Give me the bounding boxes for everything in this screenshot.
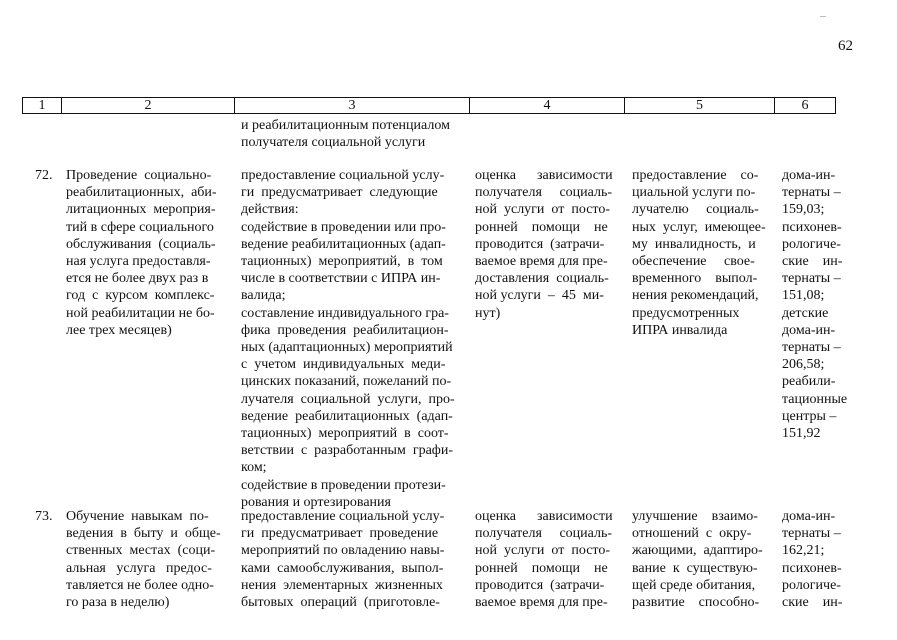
column-header-3: 3	[235, 98, 470, 113]
page-number: 62	[838, 38, 853, 54]
column-header-6: 6	[801, 98, 809, 113]
column-header-4: 4	[470, 98, 625, 113]
service-description: предоставление социальной услу- ги предусматривает следующие действия: содействие в проведении или про- ведение реабилитационных (адап- тационных) мероприятий, в том числе в соответствии с ИПРА ин- валида; составление индивидуального гра- фика проведения реабилитацион- ных (адаптационных) мероприятий с учетом индивидуальных меди- цинских показаний, пожеланий по- лучателя социальной услуги, про- ведение реабилитационных (адап- тационных) мероприятий в соот- ветствии с разработанным графи- ком; содействие в проведении протези- рования и ортезирования	[241, 168, 455, 510]
service-result: улучшение взаимо- отношений с окру- жающими, адаптиро- вание к существую- щей среде обитания, развитие способно-	[632, 509, 763, 611]
service-tariffs: дома-ин- тернаты – 159,03; психонев- рологиче- ские ин- тернаты – 151,08; детские дома-ин- тернаты – 206,58; реабили- тационные центры – 151,92	[782, 168, 848, 442]
service-name: Обучение навыкам по- ведения в быту и обще- ственных местах (соци- альная услуга предос- тавляется не более одно- го раза в неделю)	[66, 509, 221, 611]
service-evaluation: оценка зависимости получателя социаль- ной услуги от посто- ронней помощи не проводится (затрачи- ваемое время для пре-	[475, 509, 613, 611]
service-evaluation: оценка зависимости получателя социаль- ной услуги от посто- ронней помощи не проводится (затрачи- ваемое время для пре- доставления социаль- ной услуги – 45 ми- нут)	[475, 168, 613, 321]
row-number: 72.	[35, 168, 53, 183]
column-header-1: 1	[23, 98, 62, 113]
service-name: Проведение социально- реабилитационных, аби- литационных мероприя- тий в сфере социального обслуживания (социаль- ная услуга предоставля- ется не более двух раз в год с курсом комплекс- ной реабилитации не бо- лее трех месяцев)	[66, 168, 217, 338]
column-header-5: 5	[625, 98, 775, 113]
service-description: предоставление социальной услу- ги предусматривает проведение мероприятий по овладению навы- ками самообслуживания, выпол- нения элементарных жизненных бытовых операций (приготовле-	[241, 509, 445, 611]
column-header-2: 2	[62, 98, 235, 113]
scan-mark	[820, 16, 826, 17]
row-number: 73.	[35, 509, 53, 524]
column-header-row	[22, 97, 836, 114]
service-tariffs: дома-ин- тернаты – 162,21; психонев- рологиче- ские ин-	[782, 509, 843, 611]
service-result: предоставление со- циальной услуги по- лучателю социаль- ных услуг, имеющее- му инвалидность, и обеспечение свое- временного выпол- нения рекомендаций, предусмотренных ИПРА инвалида	[632, 168, 766, 338]
previous-row-continuation: и реабилитационным потенциалом получателя социальной услуги	[241, 118, 450, 151]
